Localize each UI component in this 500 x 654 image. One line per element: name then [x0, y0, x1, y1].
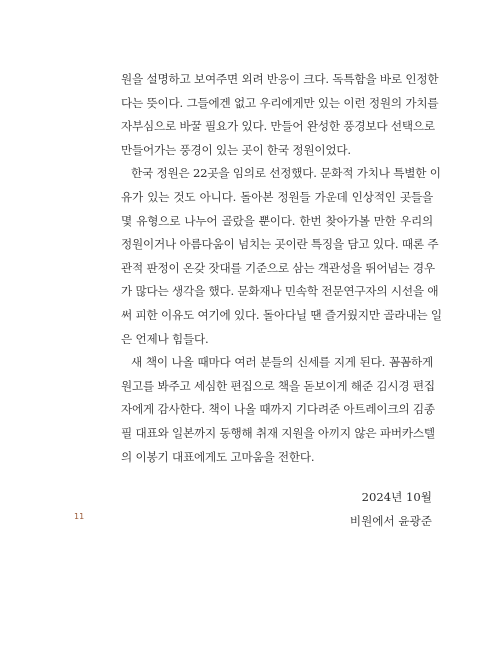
text-line: 만들어가는 풍경이 있는 곳이 한국 정원이었다.	[121, 142, 351, 157]
text-line: 정원이거나 아름다움이 넘치는 곳이란 특징을 담고 있다. 때론 주	[121, 237, 439, 252]
text-line: 유가 있는 것도 아니다. 돌아본 정원들 가운데 인상적인 곳들을	[121, 189, 433, 204]
text-line: 자부심으로 바꿀 필요가 있다. 만들어 완성한 풍경보다 선택으로	[121, 119, 435, 134]
paragraph-2	[121, 162, 442, 351]
page-number: 11	[74, 512, 85, 521]
body-text	[121, 68, 442, 469]
text-line: 다는 뜻이다. 그들에겐 없고 우리에게만 있는 이런 정원의 가치를	[121, 95, 439, 110]
signature-date: 2024년 10월	[361, 490, 432, 504]
text-line: 원고를 봐주고 세심한 편집으로 책을 돋보이게 해준 김시경 편집	[121, 378, 435, 393]
text-line: 의 이봉기 대표에게도 고마움을 전한다.	[121, 449, 315, 464]
paragraph-1	[121, 68, 439, 162]
text-line: 은 언제나 힘들다.	[121, 331, 209, 346]
text-line: 새 책이 나올 때마다 여러 분들의 신세를 지게 된다. 꼼꼼하게	[131, 355, 433, 370]
text-line: 자에게 감사한다. 책이 나올 때까지 기다려준 아트레이크의 김종	[121, 402, 435, 417]
text-line: 한국 정원은 22곳을 임의로 선정했다. 문화적 가치나 특별한 이	[131, 166, 441, 181]
text-line: 써 피한 이유도 여기에 있다. 돌아다닐 땐 즐거웠지만 골라내는 일	[121, 307, 442, 322]
text-line: 가 많다는 생각을 했다. 문화재나 민속학 전문연구자의 시선을 애	[121, 284, 439, 299]
text-line: 몇 유형으로 나누어 골랐을 뿐이다. 한번 찾아가볼 만한 우리의	[121, 213, 433, 228]
text-line: 관적 판정이 온갖 잣대를 기준으로 삼는 객관성을 뛰어넘는 경우	[121, 260, 435, 275]
signature-author: 비원에서 윤광준	[349, 514, 432, 528]
text-line: 원을 설명하고 보여주면 외려 반응이 크다. 독특함을 바로 인정한	[121, 72, 439, 86]
paragraph-3	[121, 351, 433, 469]
text-line: 필 대표와 일본까지 동행해 취재 지원을 아끼지 않은 파버카스텔	[121, 425, 435, 440]
